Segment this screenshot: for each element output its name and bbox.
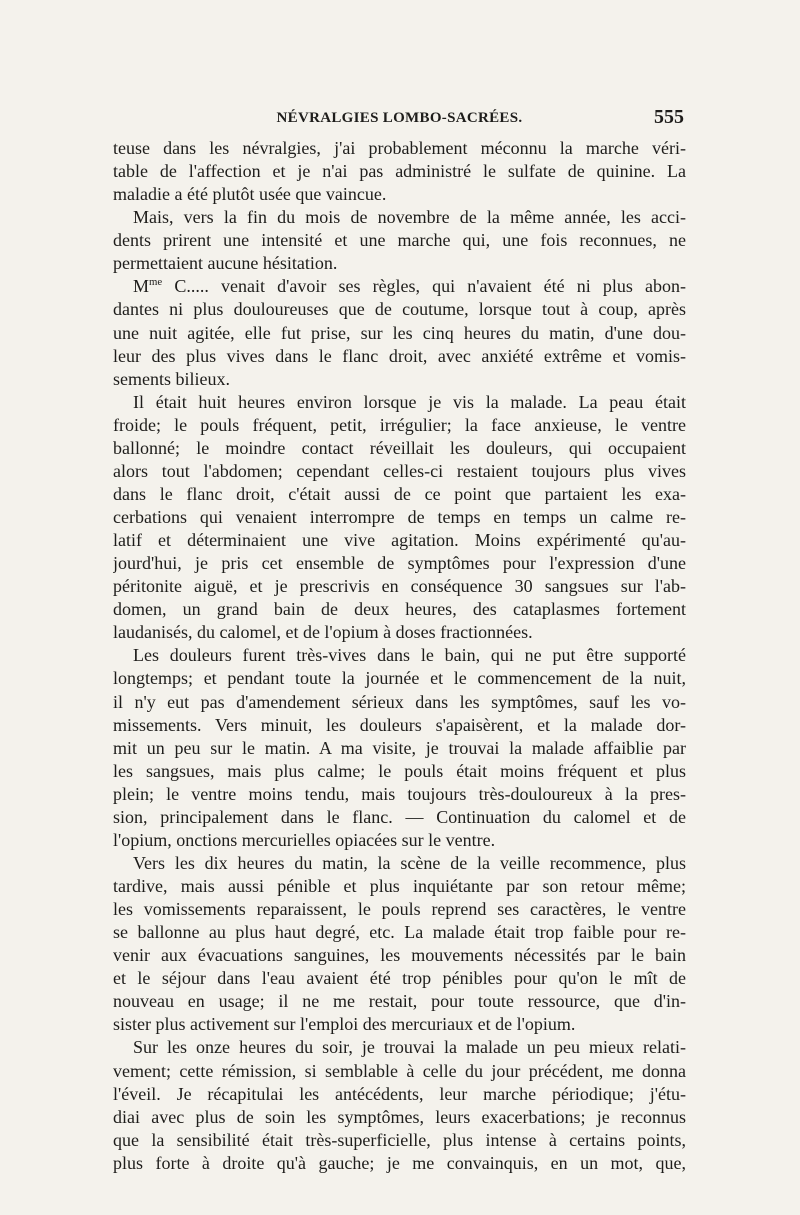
text-line: que la sensibilité était très-superficielle, plus intense à certains points,	[113, 1129, 686, 1150]
text-line: l'éveil. Je récapitulai les antécédents, leur marche périodique; j'étu-	[113, 1083, 686, 1104]
text-line: missements. Vers minuit, les douleurs s'apaisèrent, et la malade dor-	[113, 714, 686, 735]
text-line: leur des plus vives dans le flanc droit, avec anxiété extrême et vomis-	[113, 345, 686, 366]
text-line: une nuit agitée, elle fut prise, sur les cinq heures du matin, d'une dou-	[113, 322, 686, 343]
text-line: domen, un grand bain de deux heures, des cataplasmes fortement	[113, 599, 686, 620]
text-line: latif et déterminaient une vive agitation. Moins expérimenté qu'au-	[113, 530, 686, 551]
text-line: dantes ni plus douloureuses que de coutume, lorsque tout à coup, après	[113, 299, 686, 320]
text-line: péritonite aiguë, et je prescrivis en conséquence 30 sangsues sur l'ab-	[113, 576, 686, 597]
text-line: sements bilieux.	[113, 368, 230, 389]
text-line: plein; le ventre moins tendu, mais toujours très-douloureux à la pres-	[113, 783, 686, 804]
page-header	[113, 106, 686, 130]
text-line: Les douleurs furent très-vives dans le bain, qui ne put être supporté	[133, 645, 686, 666]
text-line: diai avec plus de soin les symptômes, leurs exacerbations; je reconnus	[113, 1106, 686, 1127]
text-line: l'opium, onctions mercurielles opiacées sur le ventre.	[113, 829, 496, 850]
text-line: alors tout l'abdomen; cependant celles-ci restaient toujours plus vives	[113, 460, 686, 481]
paragraph	[113, 644, 686, 852]
paragraph	[113, 206, 686, 275]
text-line: laudanisés, du calomel, et de l'opium à doses fractionnées.	[113, 622, 533, 643]
text-line: longtemps; et pendant toute la journée et le commencement de la nuit,	[113, 668, 686, 689]
text-line: maladie a été plutôt usée que vaincue.	[113, 184, 387, 205]
text-line: tardive, mais aussi pénible et plus inquiétante par son retour même;	[113, 876, 686, 896]
text-line: cerbations qui venaient interrompre de temps en temps un calme re-	[113, 507, 686, 527]
text-line: mit un peu sur le matin. A ma visite, je trouvai la malade affaiblie par	[113, 737, 686, 758]
paragraph	[113, 391, 686, 645]
paragraph	[113, 1036, 686, 1174]
abbreviation-superscript: me	[149, 276, 163, 289]
text-line: venir aux évacuations sanguines, les mouvements nécessités par le bain	[113, 945, 686, 966]
text-line: teuse dans les névralgies, j'ai probablement méconnu la marche véri-	[113, 138, 686, 158]
text-line: Il était huit heures environ lorsque je vis la malade. La peau était	[133, 391, 686, 412]
text-line: table de l'affection et je n'ai pas administré le sulfate de quinine. La	[113, 161, 686, 182]
text-line: ballonné; le moindre contact réveillait les douleurs, qui occupaient	[113, 437, 686, 458]
text-line-rest: C..... venait d'avoir ses règles, qui n'avaient été ni plus abon-	[162, 276, 686, 297]
text-line: se ballonne au plus haut degré, etc. La malade était trop faible pour re-	[113, 922, 686, 943]
text-line: permettaient aucune hésitation.	[113, 253, 338, 274]
text-line: dents prirent une intensité et une marche qui, une fois reconnues, ne	[113, 230, 686, 251]
abbreviation-base: M	[133, 276, 150, 297]
text-line	[113, 275, 686, 298]
paragraph	[113, 137, 686, 206]
page-number: 555	[654, 106, 684, 128]
text-line: les sangsues, mais plus calme; le pouls était moins fréquent et plus	[113, 760, 686, 781]
text-line: plus forte à droite qu'à gauche; je me convainquis, en un mot, que,	[113, 1152, 686, 1173]
text-line: Mais, vers la fin du mois de novembre de la même année, les acci-	[133, 207, 686, 228]
text-line: Sur les onze heures du soir, je trouvai la malade un peu mieux relati-	[133, 1037, 686, 1058]
paragraph	[113, 852, 686, 1037]
text-line: sion, principalement dans le flanc. — Continuation du calomel et de	[113, 806, 686, 827]
text-line: il n'y eut pas d'amendement sérieux dans les symptômes, sauf les vo-	[113, 691, 686, 712]
text-line: Vers les dix heures du matin, la scène de la veille recommence, plus	[133, 852, 686, 873]
text-line: dans le flanc droit, c'était aussi de ce point que partaient les exa-	[113, 483, 686, 504]
paragraph	[113, 275, 686, 390]
text-line: les vomissements reparaissent, le pouls reprend ses caractères, le ventre	[113, 899, 686, 920]
running-title: NÉVRALGIES LOMBO-SACRÉES.	[276, 110, 523, 126]
text-line: et le séjour dans l'eau avaient été trop pénibles pour qu'on le mît de	[113, 968, 686, 989]
text-line: froide; le pouls fréquent, petit, irrégulier; la face anxieuse, le ventre	[113, 414, 686, 435]
text-line: vement; cette rémission, si semblable à celle du jour précédent, me donna	[113, 1060, 686, 1081]
text-line: jourd'hui, je pris cet ensemble de symptômes pour l'expression d'une	[113, 553, 686, 574]
text-line: nouveau en usage; il ne me restait, pour toute ressource, que d'in-	[113, 991, 686, 1012]
body-text	[113, 137, 686, 1175]
text-line: sister plus activement sur l'emploi des mercuriaux et de l'opium.	[113, 1014, 576, 1035]
